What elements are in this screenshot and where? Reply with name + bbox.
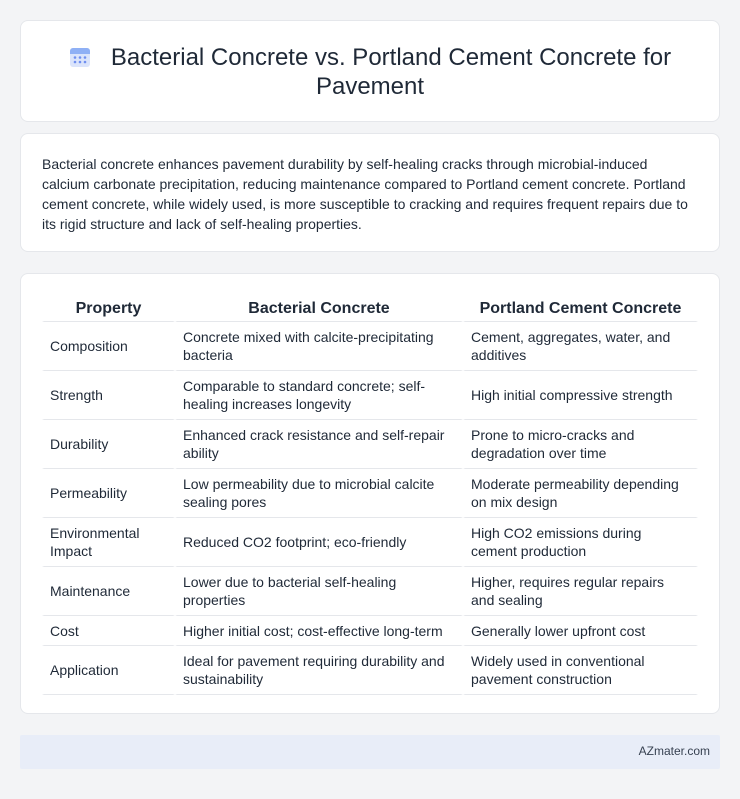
calendar-icon xyxy=(69,46,91,68)
table-row xyxy=(42,469,698,518)
comparison-table-card xyxy=(20,273,720,714)
cell-portland: Higher, requires regular repairs and sealing xyxy=(463,567,698,616)
cell-bacterial: Concrete mixed with calcite-precipitating bacteria xyxy=(175,322,463,371)
cell-property: Strength xyxy=(42,371,175,420)
cell-bacterial: Higher initial cost; cost-effective long-term xyxy=(175,616,463,646)
cell-portland: High initial compressive strength xyxy=(463,371,698,420)
cell-property: Cost xyxy=(42,616,175,646)
cell-property: Maintenance xyxy=(42,567,175,616)
header-portland-cement-concrete: Portland Cement Concrete xyxy=(463,294,698,322)
cell-bacterial: Comparable to standard concrete; self-healing increases longevity xyxy=(175,371,463,420)
header-property: Property xyxy=(42,294,175,322)
comparison-table xyxy=(42,294,698,695)
cell-portland: Cement, aggregates, water, and additives xyxy=(463,322,698,371)
footer-bar xyxy=(20,735,720,769)
cell-portland: Moderate permeability depending on mix design xyxy=(463,469,698,518)
cell-bacterial: Ideal for pavement requiring durability and sustainability xyxy=(175,646,463,695)
table-row xyxy=(42,567,698,616)
cell-bacterial: Enhanced crack resistance and self-repair ability xyxy=(175,420,463,469)
page-title-wrap xyxy=(61,43,679,101)
table-row xyxy=(42,616,698,646)
summary-text: Bacterial concrete enhances pavement durability by self-healing cracks through microbial-induced calcium carbonate precipitation, reducing maintenance compared to Portland cement concrete. Portland cement concrete, while widely used, is more susceptible to cracking and requires frequent repairs due to its rigid structure and lack of self-healing properties. xyxy=(42,156,688,232)
cell-property: Application xyxy=(42,646,175,695)
cell-property: Durability xyxy=(42,420,175,469)
table-header-row xyxy=(42,294,698,322)
cell-portland: Generally lower upfront cost xyxy=(463,616,698,646)
cell-bacterial: Lower due to bacterial self-healing properties xyxy=(175,567,463,616)
cell-bacterial: Reduced CO2 footprint; eco-friendly xyxy=(175,518,463,567)
cell-property: Permeability xyxy=(42,469,175,518)
cell-bacterial: Low permeability due to microbial calcite sealing pores xyxy=(175,469,463,518)
cell-portland: Prone to micro-cracks and degradation over time xyxy=(463,420,698,469)
cell-property: Composition xyxy=(42,322,175,371)
page-title: Bacterial Concrete vs. Portland Cement Concrete for Pavement xyxy=(110,44,672,100)
header-bacterial-concrete: Bacterial Concrete xyxy=(175,294,463,322)
summary-card xyxy=(20,133,720,252)
cell-portland: Widely used in conventional pavement construction xyxy=(463,646,698,695)
table-row xyxy=(42,646,698,695)
title-card xyxy=(20,20,720,122)
table-row xyxy=(42,371,698,420)
footer-brand: AZmater.com xyxy=(638,744,710,758)
cell-portland: High CO2 emissions during cement production xyxy=(463,518,698,567)
cell-property: Environmental Impact xyxy=(42,518,175,567)
table-row xyxy=(42,322,698,371)
table-row xyxy=(42,420,698,469)
table-row xyxy=(42,518,698,567)
